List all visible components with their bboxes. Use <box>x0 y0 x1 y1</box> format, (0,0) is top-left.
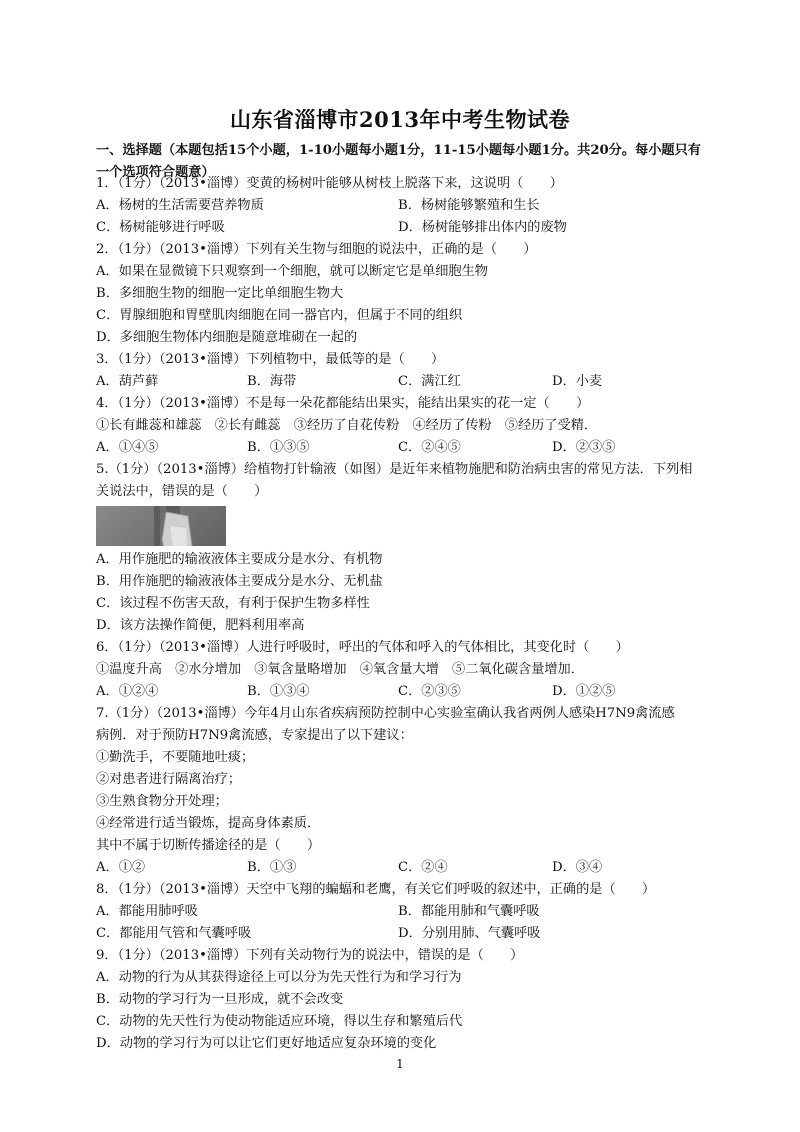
question-4-option-d: D．②③⑤ <box>552 440 616 455</box>
question-4-items: ①长有雌蕊和雄蕊 ②长有雌蕊 ③经历了自花传粉 ④经历了传粉 ⑤经历了受精． <box>96 418 598 433</box>
question-9-stem: 9．（1分）（2013•淄博）下列有关动物行为的说法中，错误的是（ ） <box>96 948 524 963</box>
question-7-option-b: B．①③ <box>247 860 297 875</box>
iv-drip-tree-photo <box>96 506 226 546</box>
question-8-option-c: C．都能用气管和气囊呼吸 <box>96 926 252 941</box>
question-6-option-d: D．①②⑤ <box>552 684 616 699</box>
question-7-stem-line-2: 病例．对于预防H7N9禽流感，专家提出了以下建议： <box>96 728 413 743</box>
question-1-option-a: A．杨树的生活需要营养物质 <box>96 198 264 213</box>
question-7-suggestion-1: ①勤洗手，不要随地吐痰； <box>96 750 255 765</box>
question-3-option-c: C．满江红 <box>398 374 461 389</box>
question-7-suggestion-3: ③生熟食物分开处理； <box>96 794 228 809</box>
question-7-suggestion-4: ④经常进行适当锻炼，提高身体素质． <box>96 816 321 831</box>
question-5-stem-line-1: 5.（1分）（2013•淄博）给植物打针输液（如图）是近年来植物施肥和防治病虫害的常见方法．下列相 <box>96 462 693 477</box>
question-7-ask: 其中不属于切断传播途径的是（ ） <box>96 838 321 853</box>
question-3-option-a: A．葫芦藓 <box>96 374 159 389</box>
question-9-option-a: A．动物的行为从其获得途径上可以分为先天性行为和学习行为 <box>96 970 462 985</box>
question-2-stem: 2．（1分）（2013•淄博）下列有关生物与细胞的说法中，正确的是（ ） <box>96 242 537 257</box>
question-7-option-a: A．①② <box>96 860 146 875</box>
question-3-option-d: D．小麦 <box>552 374 603 389</box>
question-5-option-c: C．该过程不伤害天敌，有利于保护生物多样性 <box>96 596 370 611</box>
question-9-option-c: C．动物的先天性行为使动物能适应环境，得以生存和繁殖后代 <box>96 1014 463 1029</box>
question-5-option-a: A．用作施肥的输液液体主要成分是水分、有机物 <box>96 552 383 567</box>
question-8-stem: 8．（1分）（2013•淄博）天空中飞翔的蝙蝠和老鹰，有关它们呼吸的叙述中，正确的是（ ） <box>96 882 656 897</box>
page-number: 1 <box>396 1057 404 1071</box>
question-1-option-b: B．杨树能够繁殖和生长 <box>398 198 540 213</box>
question-7-suggestion-2: ②对患者进行隔离治疗； <box>96 772 242 787</box>
question-2-option-b: B．多细胞生物的细胞一定比单细胞生物大 <box>96 286 344 301</box>
question-4-option-b: B．①③⑤ <box>247 440 310 455</box>
question-1-option-c: C．杨树能够进行呼吸 <box>96 220 225 235</box>
question-6-option-b: B．①③④ <box>247 684 310 699</box>
question-7-stem-line-1: 7.（1分）（2013•淄博）今年4月山东省疾病预防控制中心实验室确认我省两例人感染H7N9禽流感 <box>96 706 675 721</box>
question-7-option-d: D．③④ <box>552 860 603 875</box>
section-heading: 一、选择题（本题包括15个小题，1-10小题每小题1分，11-15小题每小题1分。共20分。每小题只有一个选项符合题意） <box>96 143 701 180</box>
question-3-option-b: B．海带 <box>247 374 297 389</box>
question-6-items: ①温度升高 ②水分增加 ③氧含量略增加 ④氧含量大增 ⑤二氧化碳含量增加． <box>96 662 584 677</box>
question-1-option-d: D．杨树能够排出体内的废物 <box>398 220 567 235</box>
question-2-option-a: A．如果在显微镜下只观察到一个细胞，就可以断定它是单细胞生物 <box>96 264 488 279</box>
question-5-option-d: D．该方法操作简便，肥料利用率高 <box>96 618 305 633</box>
question-2-option-c: C．胃腺细胞和胃壁肌肉细胞在同一器官内，但属于不同的组织 <box>96 308 463 323</box>
exam-title: 山东省淄博市2013年中考生物试卷 <box>230 107 570 132</box>
question-1-stem: 1．（1分）（2013•淄博）变黄的杨树叶能够从树枝上脱落下来，这说明（ ） <box>96 176 563 191</box>
question-6-stem: 6．（1分）（2013•淄博）人进行呼吸时，呼出的气体和呼入的气体相比，其变化时（ ） <box>96 640 629 655</box>
question-8-option-d: D．分别用肺、气囊呼吸 <box>398 926 541 941</box>
question-4-stem: 4．（1分）（2013•淄博）不是每一朵花都能结出果实，能结出果实的花一定（ ） <box>96 396 590 411</box>
question-9-option-b: B．动物的学习行为一旦形成，就不会改变 <box>96 992 344 1007</box>
question-5-option-b: B．用作施肥的输液液体主要成分是水分、无机盐 <box>96 574 383 589</box>
question-5-stem-line-2: 关说法中，错误的是（ ） <box>96 484 268 499</box>
question-7-option-c: C．②④ <box>398 860 448 875</box>
question-8-option-a: A．都能用肺呼吸 <box>96 904 198 919</box>
question-4-option-a: A．①④⑤ <box>96 440 159 455</box>
question-2-option-d: D．多细胞生物体内细胞是随意堆砌在一起的 <box>96 330 358 345</box>
question-6-option-a: A．①②④ <box>96 684 159 699</box>
question-4-option-c: C．②④⑤ <box>398 440 461 455</box>
question-9-option-d: D．动物的学习行为可以让它们更好地适应复杂环境的变化 <box>96 1036 437 1051</box>
question-3-stem: 3．（1分）（2013•淄博）下列植物中，最低等的是（ ） <box>96 352 445 367</box>
question-6-option-c: C．②③⑤ <box>398 684 461 699</box>
question-8-option-b: B．都能用肺和气囊呼吸 <box>398 904 540 919</box>
